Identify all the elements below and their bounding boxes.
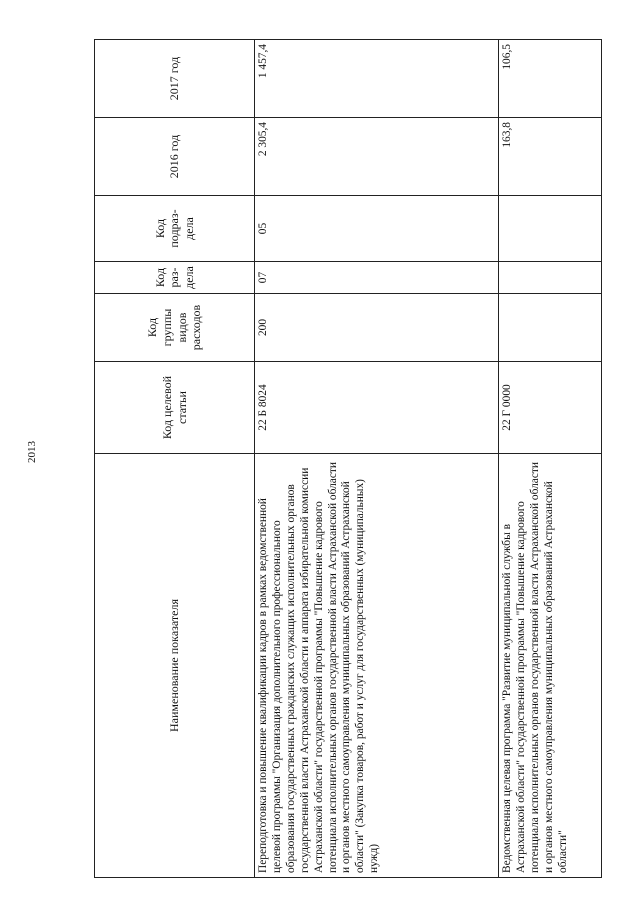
row-year-2016: 2 305,4 bbox=[255, 118, 499, 196]
row-group-code bbox=[499, 294, 602, 362]
header-group-code: Код группы видов расходов bbox=[95, 294, 255, 362]
header-year-2017: 2017 год bbox=[95, 40, 255, 118]
rotated-table-container bbox=[94, 40, 601, 878]
header-name: Наименование показателя bbox=[95, 454, 255, 878]
row-target-code: 22 Б 8024 bbox=[255, 362, 499, 454]
row-name: Ведомственная целевая программа "Развитие муниципальной службы в Астраханской области" государственной программы "Повышение кадрового потенциала исполнительных органов государственной власти Астраханской области и органов местного самоуправления муниципальных образований Астраханской области" bbox=[499, 454, 602, 878]
row-section-code bbox=[499, 262, 602, 294]
row-name: Переподготовка и повышение квалификации кадров в рамках ведомственной целевой программы "Организация дополнительного профессионального образования государственных гражданских служащих исполнительных органов государственной власти Астраханской области и аппарата избирательной комиссии Астраханской области" государственной программы "Повышение кадрового потенциала исполнительных органов государственной власти Астраханской области и органов местного самоуправления муниципальных образований Астраханской области" (Закупка товаров, работ и услуг для государственных (муниципальных) нужд) bbox=[255, 454, 499, 878]
page-number: 2013 bbox=[26, 441, 38, 463]
row-group-code: 200 bbox=[255, 294, 499, 362]
row-subsection-code: 05 bbox=[255, 196, 499, 262]
row-year-2017: 106,5 bbox=[499, 40, 602, 118]
row-target-code: 22 Г 0000 bbox=[499, 362, 602, 454]
table-row bbox=[255, 40, 499, 878]
header-section-code: Код раз-дела bbox=[95, 262, 255, 294]
row-subsection-code bbox=[499, 196, 602, 262]
header-target-code: Код целевой статьи bbox=[95, 362, 255, 454]
budget-table bbox=[94, 39, 602, 878]
row-year-2017: 1 457,4 bbox=[255, 40, 499, 118]
table-header-row bbox=[95, 40, 255, 878]
row-section-code: 07 bbox=[255, 262, 499, 294]
row-year-2016: 163,8 bbox=[499, 118, 602, 196]
table-row bbox=[499, 40, 602, 878]
header-year-2016: 2016 год bbox=[95, 118, 255, 196]
header-subsection-code: Код подраз-дела bbox=[95, 196, 255, 262]
